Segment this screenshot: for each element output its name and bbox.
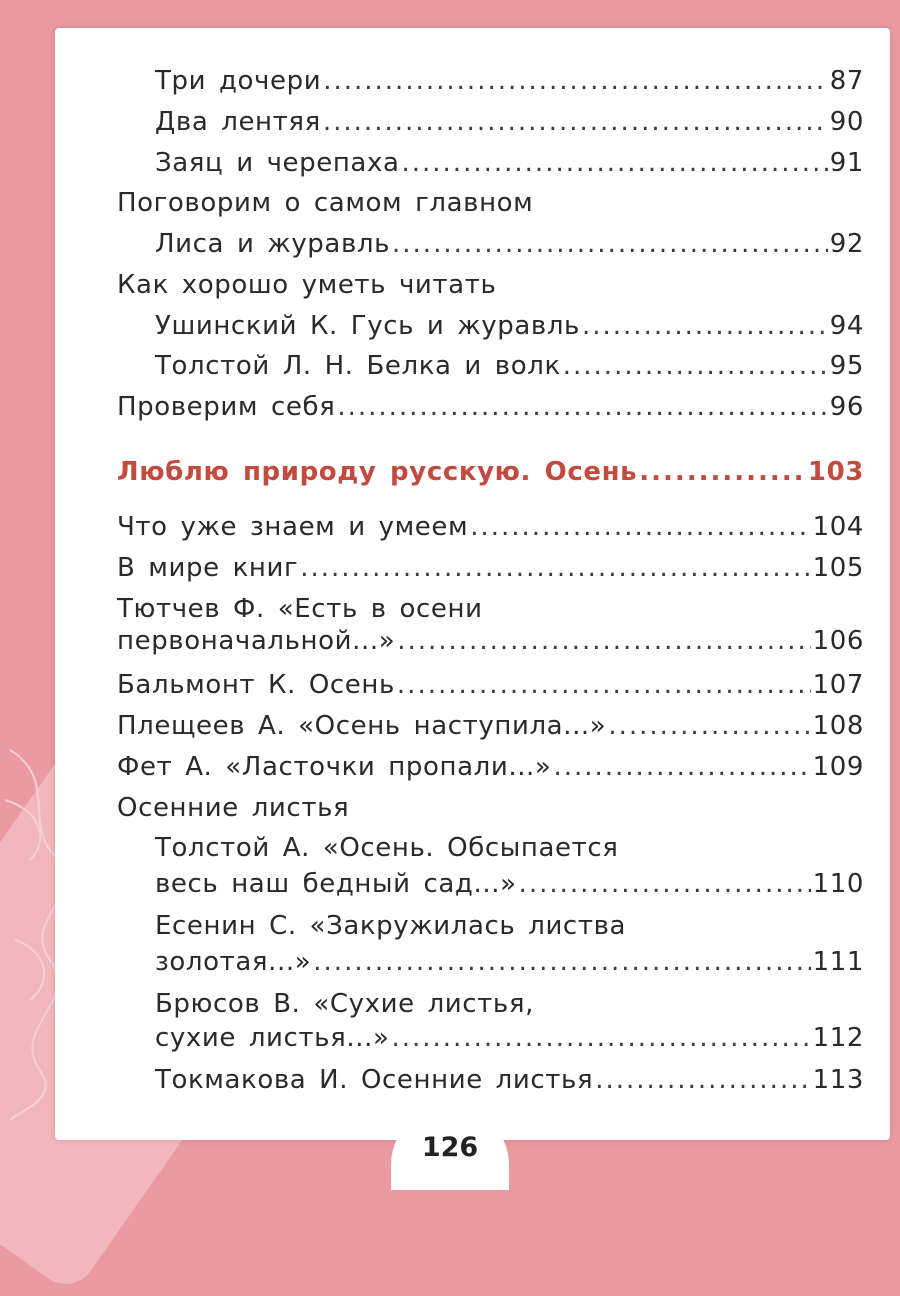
dot-leader xyxy=(563,346,828,386)
toc-subsection-title: Как хорошо уметь читать xyxy=(117,270,497,300)
dot-leader xyxy=(470,507,810,547)
dot-leader xyxy=(519,864,811,904)
toc-entry-page: 95 xyxy=(829,351,864,381)
toc-entry-page: 106 xyxy=(812,626,864,656)
dot-leader xyxy=(553,747,810,787)
toc-entry-title: В мире книг xyxy=(117,553,299,583)
toc-entry-page: 109 xyxy=(812,752,864,782)
toc-entry-page: 110 xyxy=(812,869,864,899)
toc-entry-title: Фет А. «Ласточки пропали...» xyxy=(117,752,552,782)
toc-entry-page: 107 xyxy=(812,670,864,700)
section-heading-page: 103 xyxy=(807,457,864,487)
dot-leader xyxy=(391,1018,810,1058)
toc-entry-title: сухие листья...» xyxy=(155,1023,390,1053)
toc-entry-page: 96 xyxy=(829,392,864,422)
toc-entry-title: Ушинский К. Гусь и журавль xyxy=(155,311,580,341)
toc-entry xyxy=(117,387,864,427)
dot-leader xyxy=(595,1060,810,1100)
toc-entry xyxy=(117,621,864,661)
toc-entry-page: 105 xyxy=(812,553,864,583)
dot-leader xyxy=(323,102,828,142)
toc-entry-page: 92 xyxy=(829,229,864,259)
toc-entry-title: первоначальной...» xyxy=(117,626,396,656)
toc-entry xyxy=(117,706,864,746)
toc-entry-page: 94 xyxy=(829,311,864,341)
dot-leader xyxy=(608,706,810,746)
toc-entry xyxy=(155,1018,864,1058)
toc-subsection-title: Поговорим о самом главном xyxy=(117,188,534,218)
dot-leader xyxy=(392,224,828,264)
toc-entry-page: 91 xyxy=(829,148,864,178)
toc-entry xyxy=(117,507,864,547)
dot-leader xyxy=(313,942,810,982)
toc-entry xyxy=(155,1060,864,1100)
toc-entry-title: Токмакова И. Осенние листья xyxy=(155,1065,594,1095)
dot-leader xyxy=(397,621,810,661)
toc-entry-title: золотая...» xyxy=(155,947,312,977)
toc-entry-title-line: Толстой А. «Осень. Обсыпается xyxy=(155,833,619,863)
toc-entry-page: 87 xyxy=(829,66,864,96)
toc-entry-title: Толстой Л. Н. Белка и волк xyxy=(155,351,561,381)
toc-section-heading xyxy=(117,452,864,492)
toc-entry-title: Проверим себя xyxy=(117,392,336,422)
toc-entry xyxy=(155,864,864,904)
toc-entry xyxy=(155,102,864,142)
toc-entry xyxy=(155,942,864,982)
toc-entry xyxy=(155,224,864,264)
toc-entry-title: Лиса и журавль xyxy=(155,229,391,259)
toc-entry-title-line: Тютчев Ф. «Есть в осени xyxy=(117,594,483,624)
dot-leader xyxy=(337,387,827,427)
toc-entry-title-line: Брюсов В. «Сухие листья, xyxy=(155,989,534,1019)
toc-entry-page: 104 xyxy=(812,512,864,542)
toc-entry-title: Три дочери xyxy=(155,66,322,96)
section-heading-title: Люблю природу русскую. Осень xyxy=(117,457,638,487)
toc-entry-title: Заяц и черепаха xyxy=(155,148,400,178)
toc-entry-page: 90 xyxy=(829,107,864,137)
toc-subsection-title: Осенние листья xyxy=(117,793,350,823)
toc-entry-title-line: Есенин С. «Закружилась листва xyxy=(155,911,627,941)
toc-entry-title: Что уже знаем и умеем xyxy=(117,512,469,542)
toc-entry-title: Бальмонт К. Осень xyxy=(117,670,395,700)
toc-entry-title: Два лентяя xyxy=(155,107,321,137)
toc-entry xyxy=(117,747,864,787)
dot-leader xyxy=(401,143,827,183)
toc-entry-page: 111 xyxy=(812,947,864,977)
book-page xyxy=(55,28,890,1140)
toc-entry xyxy=(117,548,864,588)
dot-leader xyxy=(323,61,828,101)
toc-entry xyxy=(155,61,864,101)
toc-entry-page: 113 xyxy=(812,1065,864,1095)
dot-leader xyxy=(582,306,828,346)
toc-entry xyxy=(155,346,864,386)
toc-entry-title: весь наш бедный сад...» xyxy=(155,869,517,899)
dot-leader xyxy=(639,452,806,492)
dot-leader xyxy=(300,548,810,588)
toc-entry-page: 108 xyxy=(812,711,864,741)
dot-leader xyxy=(397,665,811,705)
toc-entry-title: Плещеев А. «Осень наступила...» xyxy=(117,711,607,741)
toc-entry xyxy=(117,665,864,705)
page-number: 126 xyxy=(391,1106,509,1190)
toc-entry xyxy=(155,306,864,346)
toc-entry xyxy=(155,143,864,183)
toc-entry-page: 112 xyxy=(812,1023,864,1053)
